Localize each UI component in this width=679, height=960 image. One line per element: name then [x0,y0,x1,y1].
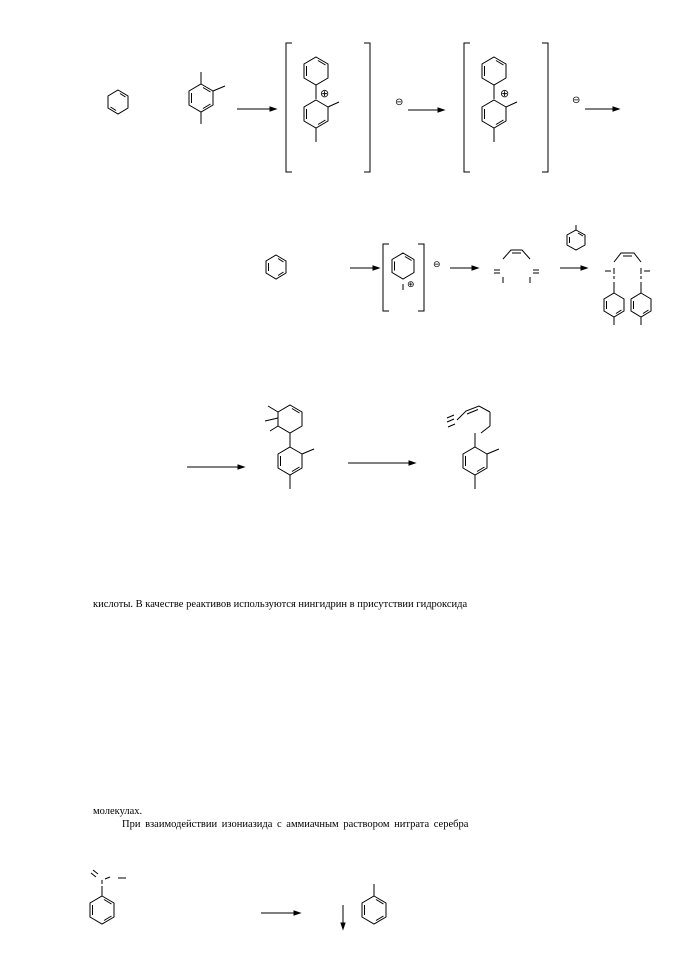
reaction-arrow [237,107,276,111]
reaction-arrow [348,461,415,465]
paragraph-text: При взаимодействии изониазида с аммиачным раствором нитрата серебра [122,819,469,830]
reaction-arrow [408,108,444,112]
reaction-scheme-4 [0,860,679,955]
reaction-arrow [350,266,379,270]
intermediate-complex-2 [464,43,548,172]
ring-opened-product [447,406,499,489]
dianil-product [604,253,651,325]
reaction-scheme-1 [0,40,679,180]
reaction-arrow [450,266,478,270]
intermediate-complex-1 [286,43,370,172]
reaction-arrow [187,465,244,469]
dihydropyridine-adduct [265,405,314,489]
minus-charge: ⊖ [395,97,404,108]
pyridinium-complex [383,244,424,311]
ring-pyridine [266,255,286,279]
reaction-scheme-3 [0,395,679,520]
paragraph-text: кислоты. В качестве реактивов используются нингидрин в присутствии гидроксида [93,599,468,610]
reaction-arrow [585,107,619,111]
svg-text:⊕: ⊕ [320,87,330,100]
svg-text:⊕: ⊕ [407,280,415,290]
ring-pyridine [108,90,128,114]
precipitate-arrow [341,905,345,929]
svg-text:⊕: ⊕ [500,87,510,100]
isoniazid-fragment [90,870,126,924]
pyridine-product [362,884,386,924]
reaction-arrow [560,266,587,270]
toluidine-reagent [567,225,585,250]
minus-charge: ⊖ [433,260,441,270]
minus-charge: ⊖ [572,95,581,106]
reaction-arrow [261,911,300,915]
open-chain-glutaconaldehyde [494,250,539,283]
ring-xylene [189,72,225,124]
paragraph-text: молекулах. [93,806,143,817]
reaction-scheme-2 [0,225,679,355]
